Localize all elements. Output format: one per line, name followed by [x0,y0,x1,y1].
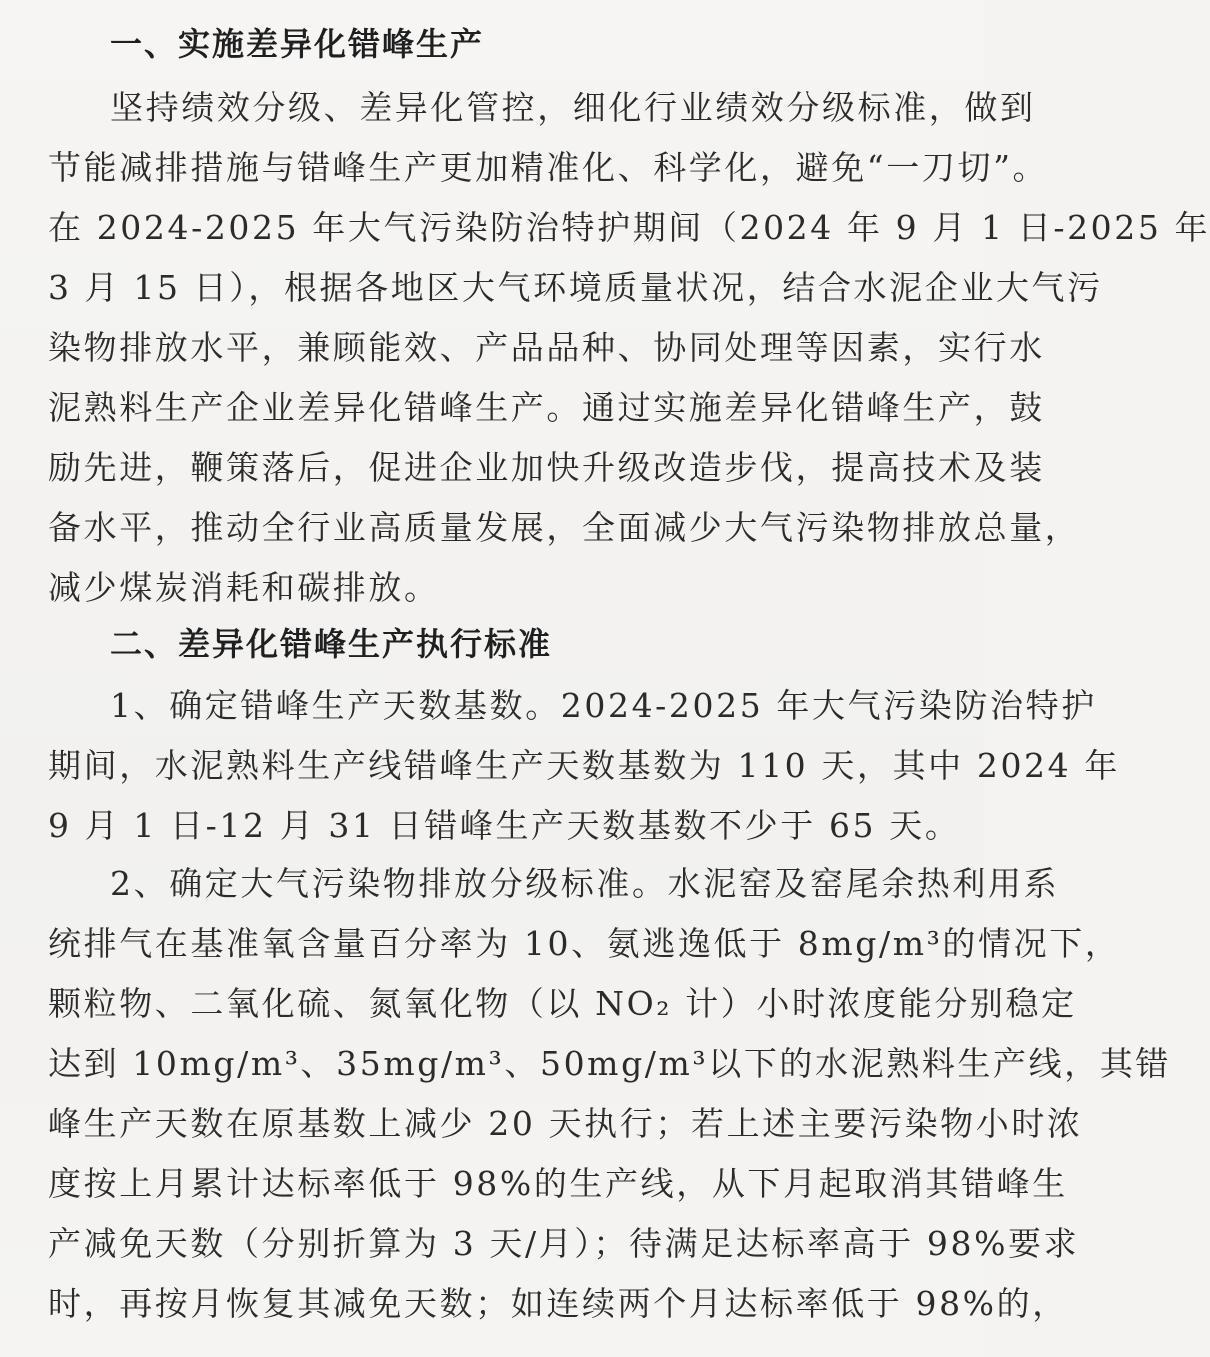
paragraph-line: 峰生产天数在原基数上减少 20 天执行；若上述主要污染物小时浓 [48,1104,1083,1143]
paragraph-line: 节能减排措施与错峰生产更加精准化、科学化，避免“一刀切”。 [48,148,1049,187]
paragraph-line: 励先进，鞭策落后，促进企业加快升级改造步伐，提高技术及装 [48,448,1045,487]
paragraph-line: 1、确定错峰生产天数基数。2024-2025 年大气污染防治特护 [110,686,1097,725]
section-1-heading: 一、实施差异化错峰生产 [110,25,485,63]
paragraph-line: 在 2024-2025 年大气污染防治特护期间（2024 年 9 月 1 日-2025 年 [48,208,1210,247]
paragraph-line: 期间，水泥熟料生产线错峰生产天数基数为 110 天，其中 2024 年 [48,746,1120,785]
paragraph-line: 3 月 15 日），根据各地区大气环境质量状况，结合水泥企业大气污 [48,268,1103,307]
paragraph-line: 颗粒物、二氧化硫、氮氧化物（以 NO₂ 计）小时浓度能分别稳定 [48,984,1077,1023]
paragraph-line: 2、确定大气污染物排放分级标准。水泥窑及窑尾余热利用系 [110,864,1060,903]
paragraph-line: 达到 10mg/m³、35mg/m³、50mg/m³以下的水泥熟料生产线，其错 [48,1044,1172,1083]
paragraph-line: 统排气在基准氧含量百分率为 10、氨逃逸低于 8mg/m³的情况下， [48,924,1121,963]
paragraph-line: 度按上月累计达标率低于 98%的生产线，从下月起取消其错峰生 [48,1164,1068,1203]
paragraph-line: 备水平，推动全行业高质量发展，全面减少大气污染物排放总量， [48,508,1081,547]
paragraph-line: 坚持绩效分级、差异化管控，细化行业绩效分级标准，做到 [110,88,1036,127]
section-2-heading: 二、差异化错峰生产执行标准 [110,625,553,663]
paragraph-line: 产减免天数（分别折算为 3 天/月）；待满足达标率高于 98%要求 [48,1224,1080,1263]
paragraph-line: 减少煤炭消耗和碳排放。 [48,568,440,607]
paragraph-line: 9 月 1 日-12 月 31 日错峰生产天数基数不少于 65 天。 [48,806,961,845]
paragraph-line: 泥熟料生产企业差异化错峰生产。通过实施差异化错峰生产，鼓 [48,388,1045,427]
paragraph-line: 染物排放水平，兼顾能效、产品品种、协同处理等因素，实行水 [48,328,1045,367]
paragraph-line: 时，再按月恢复其减免天数；如连续两个月达标率低于 98%的， [48,1284,1068,1323]
